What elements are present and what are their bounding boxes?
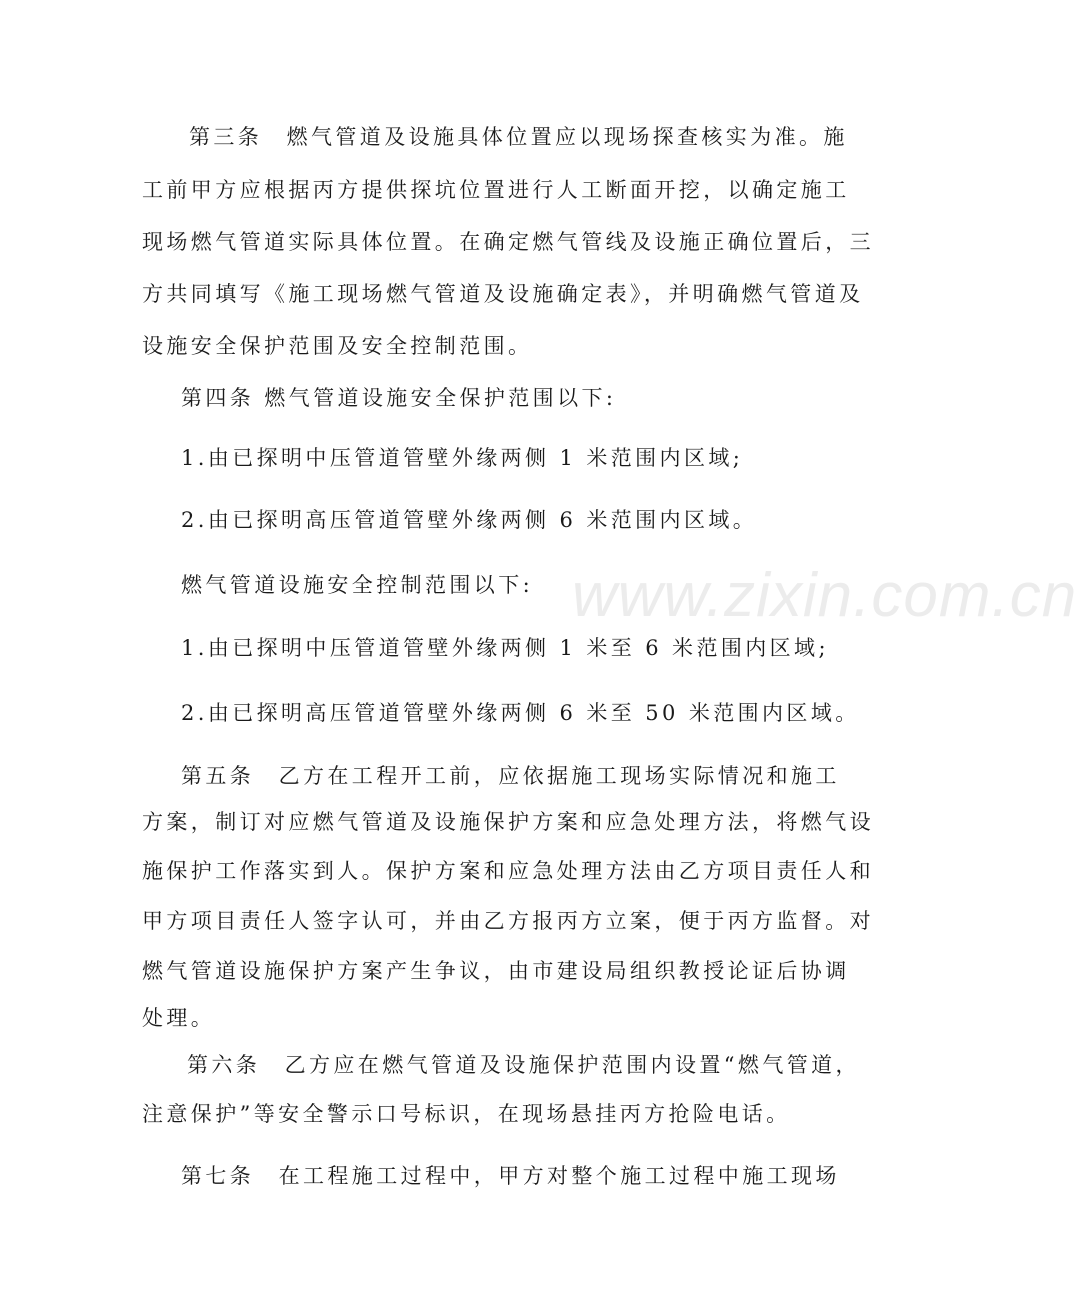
control-item-2: 2.由已探明高压管道管壁外缘两侧 6 米至 50 米范围内区域。 bbox=[181, 701, 860, 725]
article-4-heading: 第四条 燃气管道设施安全保护范围以下: bbox=[181, 386, 617, 410]
protection-item-1: 1.由已探明中压管道管壁外缘两侧 1 米范围内区域; bbox=[181, 446, 744, 470]
article-5-line-2: 方案，制订对应燃气管道及设施保护方案和应急处理方法，将燃气设 bbox=[142, 810, 874, 834]
article-6-line-1: 第六条 乙方应在燃气管道及设施保护范围内设置“燃气管道， bbox=[187, 1053, 860, 1077]
article-5-line-3: 施保护工作落实到人。保护方案和应急处理方法由乙方项目责任人和 bbox=[142, 859, 874, 883]
watermark: www.zixin.com.cn bbox=[572, 561, 1077, 630]
article-7-line-1: 第七条 在工程施工过程中，甲方对整个施工过程中施工现场 bbox=[181, 1164, 840, 1188]
article-6-line-2: 注意保护”等安全警示口号标识，在现场悬挂丙方抢险电话。 bbox=[142, 1102, 791, 1126]
article-5-line-1: 第五条 乙方在工程开工前，应依据施工现场实际情况和施工 bbox=[181, 764, 840, 788]
article-5-line-6: 处理。 bbox=[142, 1006, 216, 1030]
article-3-line-3: 现场燃气管道实际具体位置。在确定燃气管线及设施正确位置后，三 bbox=[142, 230, 874, 254]
control-range-heading: 燃气管道设施安全控制范围以下: bbox=[181, 573, 534, 597]
article-5-line-5: 燃气管道设施保护方案产生争议，由市建设局组织教授论证后协调 bbox=[142, 959, 850, 983]
article-3-line-5: 设施安全保护范围及安全控制范围。 bbox=[142, 334, 533, 358]
article-3-line-4: 方共同填写《施工现场燃气管道及设施确定表》，并明确燃气管道及 bbox=[142, 282, 864, 306]
article-5-line-4: 甲方项目责任人签字认可，并由乙方报丙方立案，便于丙方监督。对 bbox=[142, 909, 874, 933]
article-3-line-2: 工前甲方应根据丙方提供探坑位置进行人工断面开挖，以确定施工 bbox=[142, 178, 850, 202]
control-item-1: 1.由已探明中压管道管壁外缘两侧 1 米至 6 米范围内区域; bbox=[181, 636, 829, 660]
protection-item-2: 2.由已探明高压管道管壁外缘两侧 6 米范围内区域。 bbox=[181, 508, 758, 532]
article-3-line-1: 第三条 燃气管道及设施具体位置应以现场探查核实为准。施 bbox=[189, 125, 848, 149]
